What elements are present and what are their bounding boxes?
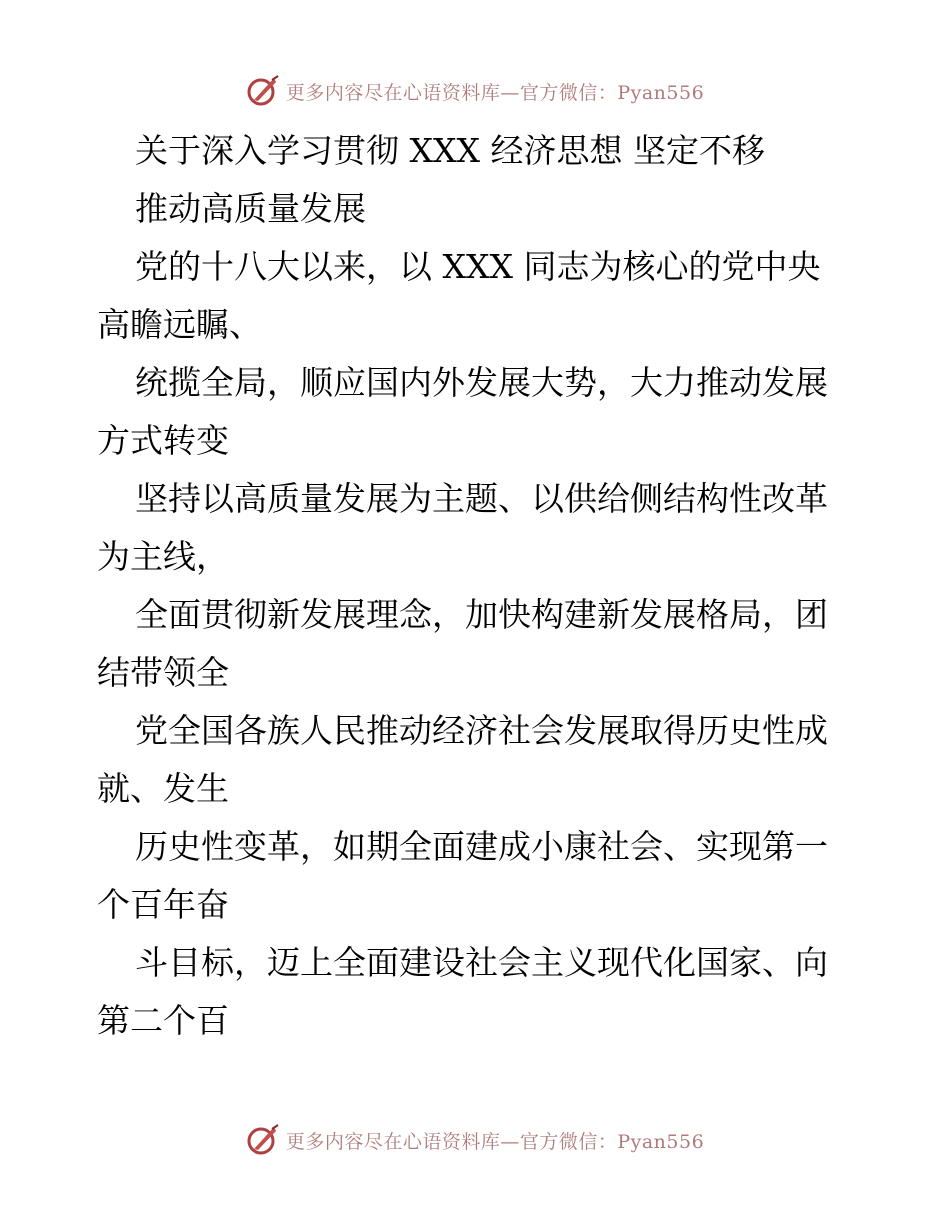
paragraph-line: 方式转变 xyxy=(97,421,229,460)
paragraph-line: 党全国各族人民推动经济社会发展取得历史性成 xyxy=(135,711,828,750)
title-line-2: 推动高质量发展 xyxy=(135,189,366,228)
quill-logo-icon xyxy=(246,1123,280,1157)
quill-logo-icon xyxy=(246,74,280,108)
header-banner[interactable] xyxy=(0,71,950,111)
paragraph-line: 结带领全 xyxy=(97,653,229,692)
paragraph-line: 第二个百 xyxy=(97,1001,229,1040)
title-line-1: 关于深入学习贯彻 XXX 经济思想 坚定不移 xyxy=(135,131,765,170)
paragraph-line: 党的十八大以来，以 XXX 同志为核心的党中央 xyxy=(135,247,821,286)
paragraph-line: 为主线， xyxy=(97,537,229,576)
footer-banner-text: 更多内容尽在心语资料库—官方微信：Pyan556 xyxy=(285,1130,705,1153)
paragraph-line: 历史性变革，如期全面建成小康社会、实现第一 xyxy=(135,827,828,866)
header-banner-text: 更多内容尽在心语资料库—官方微信：Pyan556 xyxy=(285,81,705,104)
paragraph-line: 就、发生 xyxy=(97,769,229,808)
paragraph-line: 坚持以高质量发展为主题、以供给侧结构性改革 xyxy=(135,479,828,518)
document-body xyxy=(97,122,857,1050)
paragraph-line: 高瞻远瞩、 xyxy=(97,305,262,344)
paragraph-line: 斗目标，迈上全面建设社会主义现代化国家、向 xyxy=(135,943,828,982)
paragraph-line: 统揽全局，顺应国内外发展大势，大力推动发展 xyxy=(135,363,828,402)
footer-banner[interactable] xyxy=(0,1120,950,1160)
paragraph-line: 个百年奋 xyxy=(97,885,229,924)
paragraph-line: 全面贯彻新发展理念，加快构建新发展格局，团 xyxy=(135,595,828,634)
